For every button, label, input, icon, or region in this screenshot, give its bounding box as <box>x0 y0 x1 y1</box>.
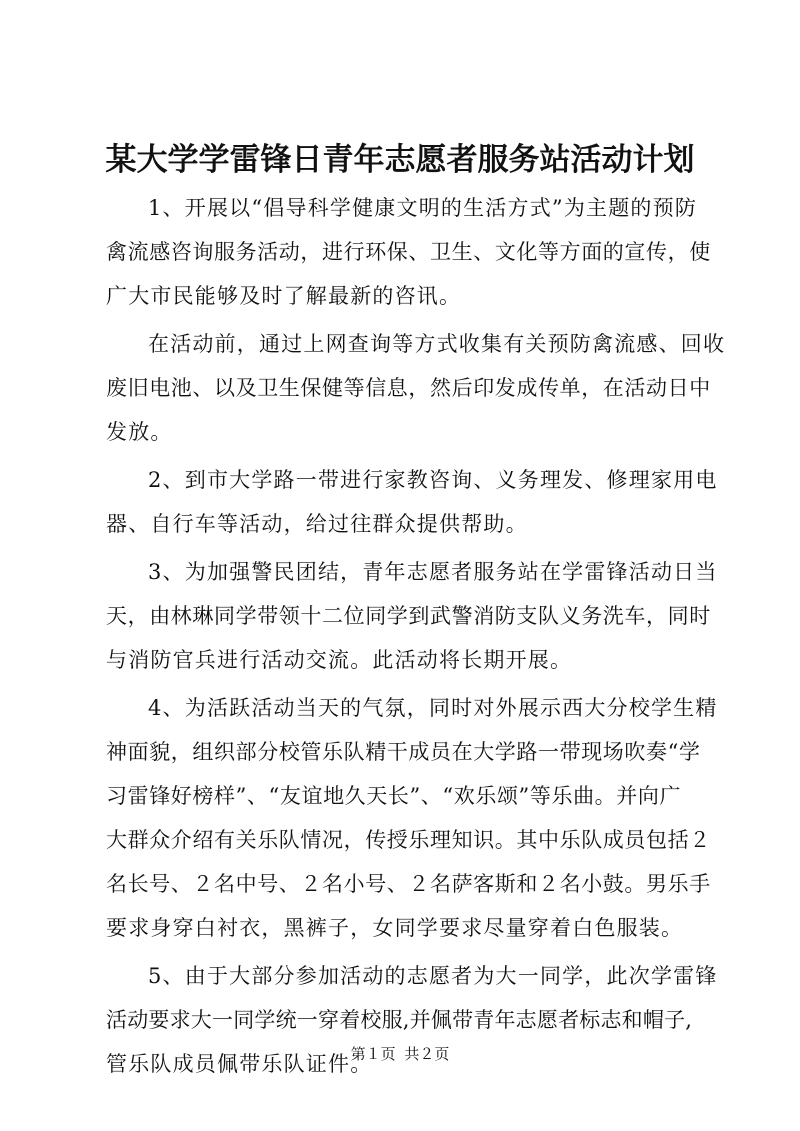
page-total: 共２页 <box>404 1045 450 1063</box>
paragraph <box>106 458 718 546</box>
document-body <box>106 186 726 1090</box>
text-line: 3、为加强警民团结，青年志愿者服务站在学雷锋活动日当 <box>148 560 718 584</box>
paragraph <box>106 954 718 1086</box>
text-line: 发放。 <box>106 420 173 444</box>
text-line: 器、自行车等活动，给过往群众提供帮助。 <box>106 512 528 536</box>
text-line: 2、到市大学路一带进行家教咨询、义务理发、修理家用电 <box>148 468 718 492</box>
document-title: 某大学学雷锋日青年志愿者服务站活动计划 <box>105 142 695 178</box>
text-line: 4、为活跃活动当天的气氛，同时对外展示西大分校学生精 <box>148 696 718 720</box>
paragraph <box>106 686 718 950</box>
text-line: 管乐队成员佩带乐队证件。 <box>106 1052 373 1076</box>
text-line: 广大市民能够及时了解最新的咨讯。 <box>106 284 462 308</box>
text-line: 活动要求大一同学统一穿着校服,并佩带青年志愿者标志和帽子, <box>106 1008 693 1032</box>
text-line: 名长号、２名中号、２名小号、２名萨客斯和２名小鼓。男乐手 <box>106 872 711 896</box>
paragraph <box>106 322 726 454</box>
page-footer <box>0 1044 800 1064</box>
text-line: 1、开展以“倡导科学健康文明的生活方式”为主题的预防 <box>148 196 698 220</box>
text-line: 在活动前，通过上网查询等方式收集有关预防禽流感、回收 <box>148 332 726 356</box>
text-line: 与消防官兵进行活动交流。此活动将长期开展。 <box>106 648 573 672</box>
text-line: 要求身穿白衬衣，黑裤子，女同学要求尽量穿着白色服装。 <box>106 916 684 940</box>
text-line: 禽流感咨询服务活动，进行环保、卫生、文化等方面的宣传，使 <box>106 240 711 264</box>
text-line: 天，由林琳同学带领十二位同学到武警消防支队义务洗车，同时 <box>106 604 711 628</box>
page-number: 第１页 <box>350 1045 396 1063</box>
paragraph <box>106 186 711 318</box>
text-line: 习雷锋好榜样”、“友谊地久天长”、“欢乐颂”等乐曲。并向广 <box>106 784 682 808</box>
text-line: 5、由于大部分参加活动的志愿者为大一同学，此次学雷锋 <box>148 964 718 988</box>
text-line: 神面貌，组织部分校管乐队精干成员在大学路一带现场吹奏“学 <box>106 740 701 764</box>
text-line: 废旧电池、以及卫生保健等信息，然后印发成传单，在活动日中 <box>106 376 711 400</box>
paragraph <box>106 550 718 682</box>
text-line: 大群众介绍有关乐队情况，传授乐理知识。其中乐队成员包括２ <box>106 828 711 852</box>
